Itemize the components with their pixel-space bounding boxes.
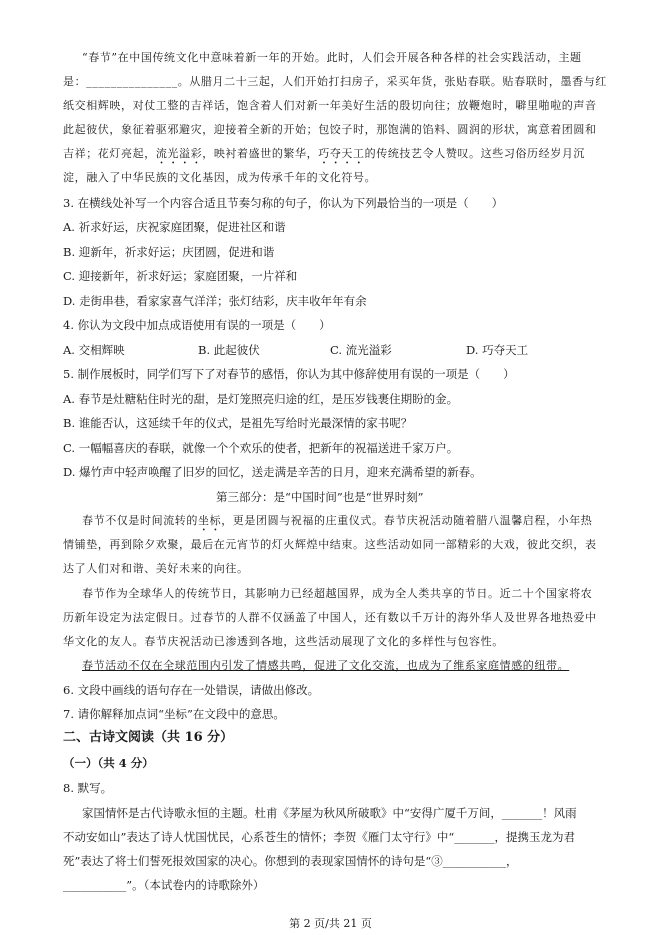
- q5-option-b: B. 谁能否认，这延续千年的仪式，是祖先写给时光最深情的家书呢？: [63, 416, 413, 430]
- q5-option-d: D. 爆竹声中轻声唤醒了旧岁的回忆，送走满是辛苦的日月，迎来充满希望的新春。: [63, 465, 482, 479]
- passage-line-5: [63, 146, 585, 167]
- q8-line-1: 家国情怀是古代诗歌永恒的主题。杜甫《茅屋为秋风所破歌》中“安得广厦千万间，_______！风雨: [82, 806, 577, 820]
- q8-line-2: 不动安如山”表达了诗人忧国忧民，心系苍生的情怀；李贺《雁门太守行》中“_______，提携玉龙为君: [63, 830, 576, 844]
- section2-heading: 二、古诗文阅读（共 16 分）: [63, 730, 234, 745]
- q5-option-a: A. 春节是灶糖粘住时光的甜，是灯笼照亮归途的红，是压岁钱裹住期盼的金。: [63, 392, 459, 406]
- passage-line-3: 纸交相辉映，对仗工整的吉祥话，饱含着人们对新一年美好生活的殷切向往；放鞭炮时，噼里啪啦的声音: [63, 99, 597, 112]
- page-number: 第 2 页/共 21 页: [289, 917, 372, 930]
- q3-option-d: D. 走街串巷，看家家喜气洋洋；张灯结彩，庆丰收年年有余: [63, 294, 367, 308]
- q4-option-b: B. 此起彼伏: [198, 343, 260, 357]
- idiom-qiaoduo: 巧夺天工: [318, 147, 365, 160]
- keyword-zuobiao: 坐标: [198, 514, 222, 527]
- q3-option-c: C. 迎接新年，祈求好运；家庭团聚，一片祥和: [63, 269, 298, 283]
- passage-line-5-e: 的传统技艺令人赞叹。这些习俗历经岁月沉: [364, 147, 586, 160]
- q4-option-a: A. 交相辉映: [63, 343, 125, 357]
- q3-stem: 3. 在横线处补写一个内容合适且节奏匀称的句子，你认为下列最恰当的一项是（ ）: [63, 196, 504, 210]
- q7-stem: 7. 请你解释加点词“坐标”在文段中的意思。: [63, 707, 285, 721]
- passage-line-5-c: ，映衬着盛世的繁华，: [202, 147, 319, 160]
- part3-p2-line-3: 华文化的友人。春节庆祝活动已渗透到各地，这些活动展现了文化的多样性与包容性。: [63, 635, 504, 648]
- q3-option-b: B. 迎新年，祈求好运；庆团圆，促进和谐: [63, 245, 275, 259]
- q3-option-a: A. 祈求好运，庆祝家庭团聚，促进社区和谐: [63, 220, 286, 234]
- passage-line-2: 是：_______________。从腊月二十三起，人们开始打扫房子，采买年货，张贴春联。贴春联时，墨香与红: [63, 75, 607, 88]
- q5-stem: 5. 制作展板时，同学们写下了对春节的感悟，你认为其中修辞使用有误的一项是（ ）: [63, 367, 515, 381]
- part3-title: 第三部分：是“中国时间”也是“世界时刻”: [216, 490, 424, 504]
- passage-line-6: 淀，融入了中华民族的文化基因，成为传承千年的文化符号。: [63, 171, 377, 184]
- passage-line-5-a: 吉祥；花灯亮起，: [63, 147, 156, 160]
- q4-option-c: C. 流光溢彩: [330, 343, 392, 357]
- q6-stem: 6. 文段中画线的语句存在一处错误，请做出修改。: [63, 683, 320, 697]
- q8-line-4: ___________”。（本试卷内的诗歌除外）: [63, 878, 265, 892]
- part3-p1-c: ，更是团圆与祝福的庄重仪式。春节庆祝活动随着腊八温馨启程，小年热: [221, 514, 593, 527]
- section2-subheading: （一）（共 4 分）: [63, 756, 154, 770]
- q8-label: 8. 默写。: [63, 781, 113, 795]
- idiom-liuguang: 流光溢彩: [155, 147, 203, 160]
- part3-p2-line-1: 春节作为全球华人的传统节日，其影响力已经超越国界，成为全人类共享的节日。近二十个国家将农: [82, 587, 593, 600]
- passage-line-4: 此起彼伏，象征着驱邪避灾，迎接着全新的开始；包饺子时，那饱满的馅料、圆润的形状，寓意着团圆和: [63, 123, 597, 136]
- q4-option-d: D. 巧夺天工: [466, 343, 529, 357]
- part3-p1-line-2: 情铺垫，再到除夕欢聚，最后在元宵节的灯火辉煌中结束。这些活动如同一部精彩的大戏，彼此交织，表: [63, 538, 597, 551]
- part3-p1-line-1: [82, 513, 592, 534]
- q8-line-3: 死”表达了将士们誓死报效国家的决心。你想到的表现家国情怀的诗句是“③___________，: [63, 854, 518, 868]
- q5-option-c: C. 一幅幅喜庆的春联，就像一个个欢乐的使者，把新年的祝福送进千家万户。: [63, 441, 459, 455]
- part3-p2-line-2: 历新年设定为法定假日。过春节的人群不仅涵盖了中国人，还有数以千万计的海外华人及世界各地热爱中: [63, 611, 597, 624]
- q4-stem: 4. 你认为文段中加点成语使用有误的一项是（ ）: [63, 318, 331, 332]
- part3-p1-a: 春节不仅是时间流转的: [82, 514, 198, 527]
- part3-p1-line-3: 达了人们对和谐、美好未来的向往。: [63, 562, 249, 575]
- passage-line-1: “春节”在中国传统文化中意味着新一年的开始。此时，人们会开展各种各样的社会实践活动，主题: [82, 51, 582, 64]
- part3-underlined-sentence: 春节活动不仅在全球范围内引发了情感共鸣，促进了文化交流，也成为了维系家庭情感的纽带。: [82, 659, 570, 672]
